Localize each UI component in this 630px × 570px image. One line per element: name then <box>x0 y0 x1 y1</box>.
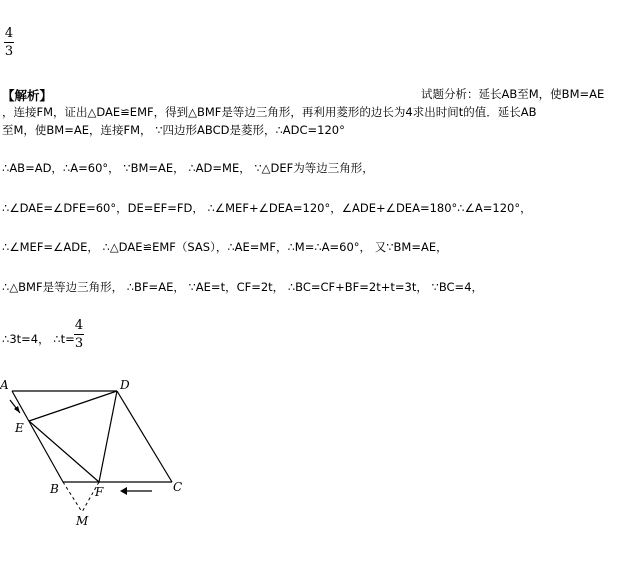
segment-DC <box>117 391 172 482</box>
segment-DF <box>99 391 117 482</box>
segment-BM-dashed <box>63 482 82 512</box>
fraction-bar <box>4 42 14 43</box>
analysis-line-1: ，连接FM，证出△DAE≌EMF，得到△BMF是等边三角形，再利用菱形的边长为4求出时间t的值．延长AB <box>2 105 537 119</box>
analysis-line-3: ∴AB=AD，∴A=60°， ∵BM=AE， ∴AD=ME， ∵△DEF为等边三角形， <box>2 161 374 175</box>
analysis-header: 【解析】 <box>2 88 53 103</box>
result-fraction <box>74 318 84 351</box>
arrow-C-to-F-icon <box>120 487 152 495</box>
result-denominator: 3 <box>74 336 84 351</box>
label-A: A <box>0 378 9 392</box>
analysis-line-6: ∴△BMF是等边三角形， ∴BF=AE， ∵AE=t，CF=2t， ∴BC=CF+BF=2t+t=3t， ∵BC=4， <box>2 280 484 294</box>
rhombus-figure <box>0 372 210 542</box>
result-fraction-bar <box>74 334 84 335</box>
segment-BA <box>12 391 63 482</box>
answer-numerator: 4 <box>4 26 14 41</box>
analysis-line-5: ∴∠MEF=∠ADE， ∴△DAE≌EMF（SAS），∴AE=MF，∴M=∴A=60°， 又∵BM=AE， <box>2 240 448 254</box>
result-numerator: 4 <box>74 318 84 333</box>
answer-fraction <box>4 26 14 59</box>
label-F: F <box>95 485 104 499</box>
answer-denominator: 3 <box>4 44 14 59</box>
segment-EF <box>29 421 99 482</box>
analysis-line-2: 至M，使BM=AE，连接FM， ∵四边形ABCD是菱形，∴ADC=120° <box>2 123 345 137</box>
label-D: D <box>120 378 130 392</box>
segment-ED <box>29 391 117 421</box>
analysis-line-4: ∴∠DAE=∠DFE=60°，DE=EF=FD， ∴∠MEF+∠DEA=120°，∠ADE+∠DEA=180°∴∠A=120°， <box>2 201 532 215</box>
analysis-line-7: ∴3t=4， ∴t= <box>2 332 75 346</box>
analysis-intro: 试题分析：延长AB至M，使BM=AE <box>421 87 605 101</box>
label-M: M <box>76 514 89 528</box>
label-E: E <box>15 421 24 435</box>
label-C: C <box>173 480 183 494</box>
label-B: B <box>50 482 59 496</box>
